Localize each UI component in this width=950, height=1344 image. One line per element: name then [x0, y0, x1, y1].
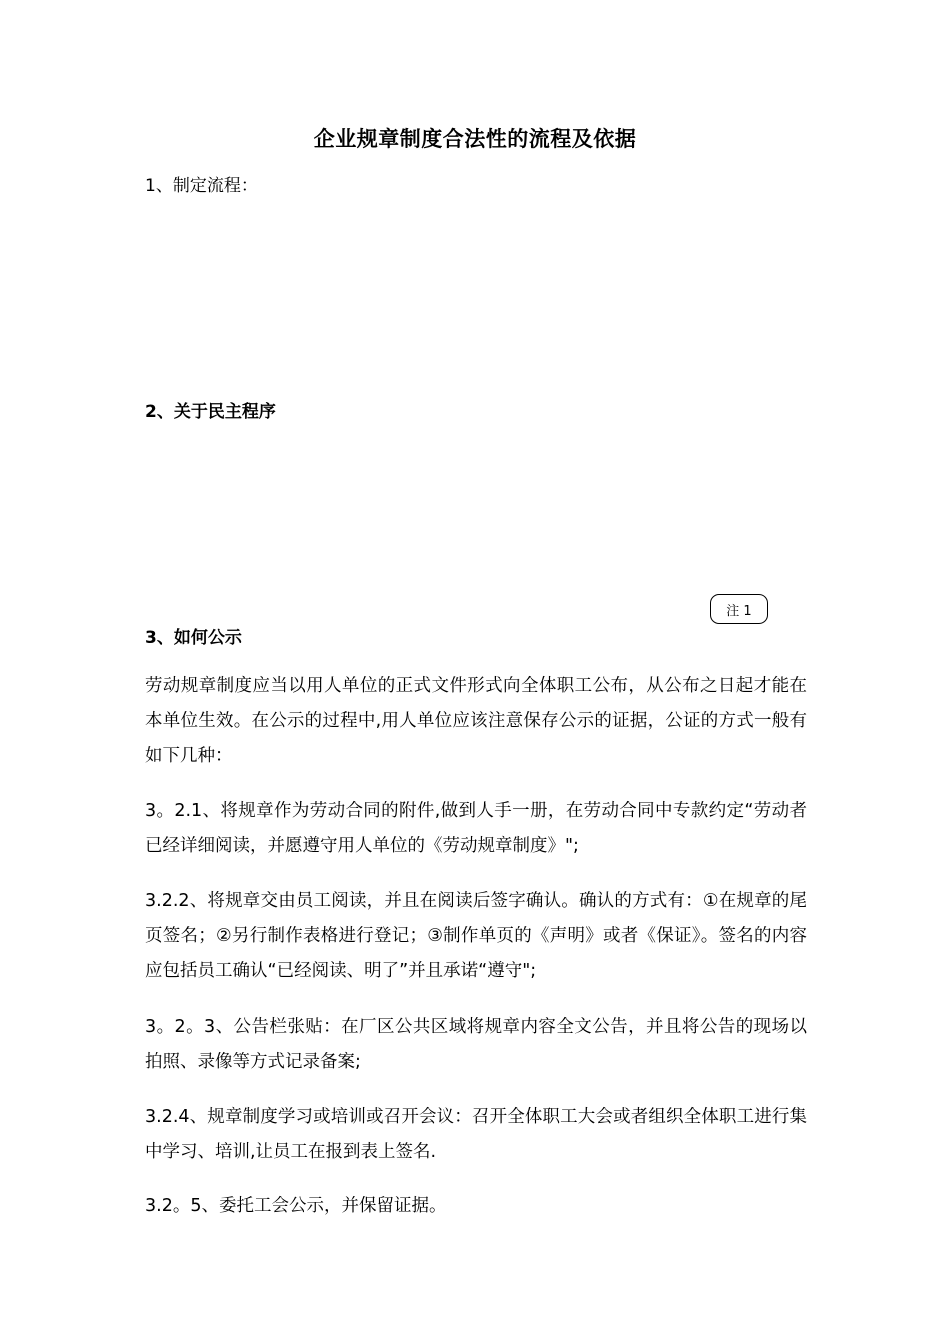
list-item-3-2-5: 3.2。5、委托工会公示，并保留证据。	[145, 1196, 447, 1216]
list-item-3-2-3: 3。2。3、公告栏张贴：在厂区公共区域将规章内容全文公告，并且将公告的现场以拍照、录像等方式记录备案;	[145, 1017, 807, 1072]
section-heading-formulation: 1、制定流程：	[145, 176, 258, 196]
list-item-3-2-2: 3.2.2、将规章交由员工阅读，并且在阅读后签字确认。确认的方式有：①在规章的尾页签名；②另行制作表格进行登记；③制作单页的《声明》或者《保证》。签名的内容应包括员工确认“已经阅读、明了”并且承诺“遵守";	[145, 891, 807, 981]
document-title: 企业规章制度合法性的流程及依据	[313, 127, 637, 151]
note-label: 注 1	[710, 594, 768, 624]
section-heading-publicity: 3、如何公示	[145, 628, 242, 648]
intro-paragraph: 劳动规章制度应当以用人单位的正式文件形式向全体职工公布，从公布之日起才能在本单位生效。在公示的过程中,用人单位应该注意保存公示的证据，公证的方式一般有如下几种：	[145, 676, 807, 766]
list-item-3-2-1: 3。2.1、将规章作为劳动合同的附件,做到人手一册，在劳动合同中专款约定“劳动者已经详细阅读，并愿遵守用人单位的《劳动规章制度》";	[145, 801, 807, 856]
list-item-3-2-4: 3.2.4、规章制度学习或培训或召开会议：召开全体职工大会或者组织全体职工进行集中学习、培训,让员工在报到表上签名.	[145, 1107, 807, 1162]
section-heading-democratic-procedure: 2、关于民主程序	[145, 402, 276, 422]
